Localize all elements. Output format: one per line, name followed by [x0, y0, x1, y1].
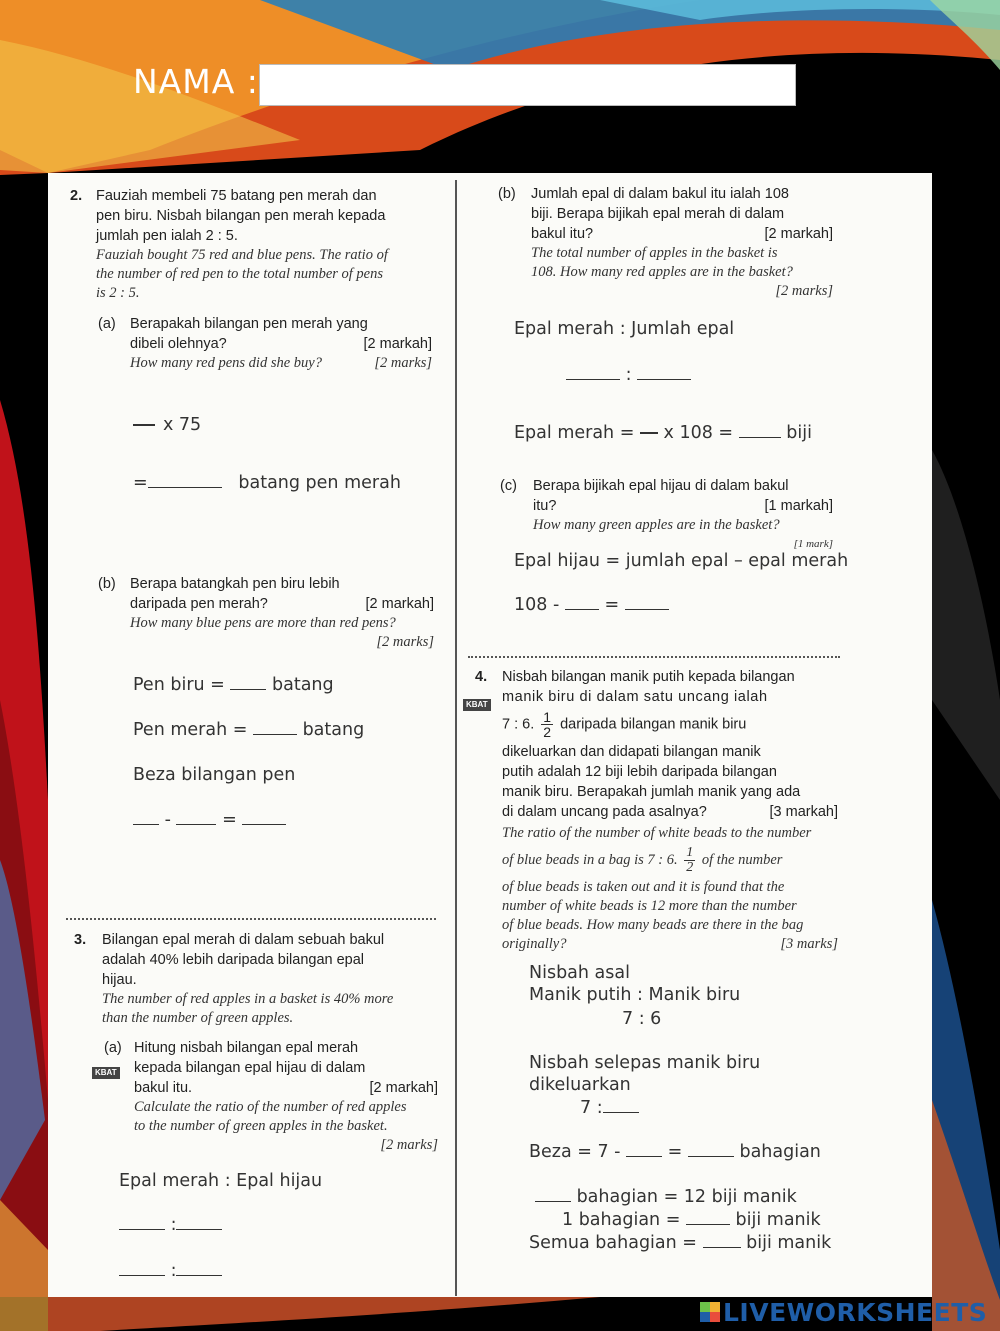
- q3a-marks-my: [2 markah]: [369, 1080, 438, 1096]
- q2-text-my-1: Fauziah membeli 75 batang pen merah dan: [96, 188, 377, 204]
- q3c-blank-2[interactable]: [625, 595, 669, 610]
- q3b-calc-mid: x 108 =: [663, 423, 734, 443]
- q4-beza-suffix: bahagian: [739, 1142, 821, 1162]
- q3a-kbat-wrap: [92, 1060, 120, 1079]
- q2a-text-en: How many red pens did she buy?: [130, 355, 322, 371]
- q4-one-bahagian-row: [562, 1209, 821, 1231]
- q3b-text-my-1: Jumlah epal di dalam bakul itu ialah 108: [531, 186, 789, 202]
- q3b-calc-prefix: Epal merah =: [514, 423, 635, 443]
- q2b-marks-my: [2 markah]: [365, 596, 434, 612]
- q2b-pen-biru: [133, 674, 334, 696]
- q3b-marks-my: [2 markah]: [764, 226, 833, 242]
- q2b-pen-merah: [133, 719, 364, 741]
- q2-q3-separator: [66, 918, 436, 920]
- liveworksheets-logo-icon: [700, 1302, 720, 1322]
- q4-ratio-part: 7 : 6.: [502, 716, 535, 733]
- q4-one-bahagian-prefix: 1 bahagian =: [562, 1210, 681, 1230]
- q2b-pen-biru-blank[interactable]: [230, 675, 266, 690]
- q4-text-my-1: Nisbah bilangan manik putih kepada bilangan: [502, 669, 795, 685]
- q3c-formula: Epal hijau = jumlah epal – epal merah: [514, 551, 849, 571]
- name-label: NAMA :: [133, 62, 259, 101]
- q4-marks-en: [3 marks]: [780, 936, 838, 952]
- q2-text-en-2: the number of red pen to the total number of pens: [96, 266, 384, 282]
- q4-marks-my: [3 markah]: [769, 804, 838, 820]
- q2a-marks-en: [2 marks]: [374, 355, 432, 371]
- q3a-text-my-2: kepada bilangan epal hijau di dalam: [134, 1060, 366, 1076]
- q2b-pen-biru-prefix: Pen biru =: [133, 675, 225, 695]
- q2a-text-my-2: dibeli olehnya?: [130, 336, 227, 352]
- q3b-blank-2[interactable]: [637, 365, 691, 380]
- q3a-colon-1: :: [170, 1215, 177, 1235]
- q4-text-my-4: putih adalah 12 biji lebih daripada bilangan: [502, 764, 777, 780]
- q2a-marks-my: [2 markah]: [363, 336, 432, 352]
- q4-text-en-1: The ratio of the number of white beads to the number: [502, 825, 812, 841]
- q4-bahagian-12-row: [535, 1186, 797, 1208]
- q3a-blank-4[interactable]: [176, 1261, 222, 1276]
- q4-one-bahagian-suffix: biji manik: [735, 1210, 821, 1230]
- q3c-label: (c): [500, 478, 517, 494]
- q3c-calc-prefix: 108 -: [514, 595, 560, 615]
- q4-beza-eq: =: [667, 1142, 683, 1162]
- q4-ratio-line: [502, 710, 838, 739]
- column-divider: [455, 180, 457, 1296]
- q3a-blank-1[interactable]: [119, 1215, 165, 1230]
- q3-text-en-1: The number of red apples in a basket is 40% more: [102, 991, 394, 1007]
- q4-beza-blank-1[interactable]: [626, 1142, 662, 1157]
- q4-seven-colon: 7 :: [580, 1098, 603, 1118]
- q2-text-my-3: jumlah pen ialah 2 : 5.: [96, 228, 238, 244]
- q4-text-en-last-row: [502, 935, 838, 954]
- q3c-text-my-2-row: [533, 496, 833, 516]
- q2-text: [96, 186, 432, 303]
- q2b-beza: Beza bilangan pen: [133, 765, 296, 785]
- q2a-text-my-1: Berapakah bilangan pen merah yang: [130, 316, 368, 332]
- q2b-minus: -: [164, 810, 171, 830]
- q2b-marks-en: [2 marks]: [376, 634, 434, 650]
- q2a-work-line1: [133, 414, 201, 436]
- q3b-text-en-1: The total number of apples in the basket is: [531, 245, 778, 261]
- q3b-ratio-label: Epal merah : Jumlah epal: [514, 319, 735, 339]
- q4-bahagian-blank[interactable]: [535, 1187, 571, 1202]
- q3-text: [102, 930, 438, 1028]
- q4-semua-suffix: biji manik: [746, 1233, 832, 1253]
- q4-frac-den: 2: [543, 724, 552, 740]
- q3-q4-separator: [468, 656, 840, 658]
- q3c-text-my-1: Berapa bijikah epal hijau di dalam bakul: [533, 478, 789, 494]
- liveworksheets-logo-text: LIVEWORKSHEETS: [723, 1297, 988, 1327]
- q4-text-my-6-row: [502, 802, 838, 822]
- q3a-colon-2: :: [170, 1261, 177, 1281]
- q3c-text-en: How many green apples are in the basket?: [533, 517, 780, 533]
- q3c-equals: =: [604, 595, 620, 615]
- q3b-text-en-2: 108. How many red apples are in the basket?: [531, 264, 793, 280]
- q4-nisbah-asal: Nisbah asal: [529, 963, 630, 983]
- q3c-marks-my: [1 markah]: [764, 498, 833, 514]
- q3b-blank-1[interactable]: [566, 365, 620, 380]
- q4-beza-prefix: Beza = 7 -: [529, 1142, 621, 1162]
- q4-kbat-badge: KBAT: [463, 699, 491, 711]
- q4-text-my-3: dikeluarkan dan didapati bilangan manik: [502, 744, 761, 760]
- q4-number: 4.: [475, 669, 488, 685]
- q2b-label: (b): [98, 576, 116, 592]
- q4-beza-blank-2[interactable]: [688, 1142, 734, 1157]
- q4-text-after-frac: daripada bilangan manik biru: [560, 716, 747, 733]
- q3c-blank-1[interactable]: [565, 595, 599, 610]
- q4-kbat-wrap: [463, 692, 491, 711]
- q2b-text-my-2-row: [130, 594, 434, 614]
- q3b-fraction-bar[interactable]: [640, 432, 658, 434]
- q3c-text-my-2: itu?: [533, 498, 557, 514]
- q2a-answer-blank[interactable]: [148, 473, 222, 488]
- q3c-text: [533, 476, 833, 543]
- q3b-answer-blank[interactable]: [739, 423, 781, 438]
- q3a-ratio-row-1: [119, 1214, 222, 1236]
- q4-ratio-7-6: 7 : 6: [622, 1009, 662, 1029]
- q4-manik-label: Manik putih : Manik biru: [529, 985, 741, 1005]
- q4-text-en-5: of blue beads. How many beads are there in the bag: [502, 917, 804, 933]
- q3-number: 3.: [74, 932, 87, 948]
- q3b-text-my-3: bakul itu?: [531, 226, 594, 242]
- q4-frac-en-num: 1: [686, 845, 694, 860]
- q4-selepas-2: dikeluarkan: [529, 1075, 631, 1095]
- q3b-text: [531, 184, 833, 301]
- q4-beza-row: [529, 1141, 821, 1163]
- q2b-equals: =: [222, 810, 237, 830]
- q2a-label: (a): [98, 316, 116, 332]
- q4-text-en-2-prefix: of blue beads in a bag is 7 : 6.: [502, 851, 678, 868]
- q3b-text-my-2: biji. Berapa bijikah epal merah di dalam: [531, 206, 785, 222]
- name-input[interactable]: [259, 64, 796, 106]
- q2b-pen-merah-prefix: Pen merah =: [133, 720, 248, 740]
- q3b-text-my-3-row: [531, 224, 833, 244]
- q3a-blank-3[interactable]: [119, 1261, 165, 1276]
- q4-seven-blank[interactable]: [603, 1098, 639, 1113]
- q2-number: 2.: [70, 188, 83, 204]
- q2a-suffix: batang pen merah: [238, 473, 401, 493]
- q2-text-en-1: Fauziah bought 75 red and blue pens. The ratio of: [96, 247, 388, 263]
- q2a-x75: x 75: [163, 415, 202, 435]
- q3a-ratio-row-2: [119, 1260, 222, 1282]
- q3b-calc-suffix: biji: [786, 423, 812, 443]
- q4-text-my-6: di dalam uncang pada asalnya?: [502, 804, 707, 820]
- q4-seven-row: [580, 1097, 639, 1119]
- q4-text-my-5: manik biru. Berapakah jumlah manik yang ada: [502, 784, 801, 800]
- q3a-text: [134, 1038, 438, 1155]
- q4-bahagian-12: bahagian = 12 biji manik: [576, 1187, 797, 1207]
- q3c-marks-en: [533, 535, 833, 543]
- q3a-text-en-2: to the number of green apples in the basket.: [134, 1118, 388, 1134]
- q3a-text-en-1: Calculate the ratio of the number of red apples: [134, 1099, 407, 1115]
- q3c-calc: [514, 594, 669, 616]
- q3a-blank-2[interactable]: [176, 1215, 222, 1230]
- q4-semua-blank[interactable]: [703, 1233, 741, 1248]
- q3b-ratio-row: [566, 364, 691, 386]
- q3a-text-my-3-row: [134, 1078, 438, 1098]
- q3a-ratio-label: Epal merah : Epal hijau: [119, 1171, 323, 1191]
- q2b-text: [130, 574, 434, 652]
- q4-fraction-en: [684, 846, 695, 875]
- q3-text-en-2: than the number of green apples.: [102, 1010, 294, 1026]
- q3a-kbat-badge: KBAT: [92, 1067, 120, 1079]
- q4-text-en-2-suffix: of the number: [701, 851, 783, 868]
- q3b-label: (b): [498, 186, 516, 202]
- q2a-equals: =: [133, 473, 148, 493]
- q2b-beza-blank-2[interactable]: [176, 810, 216, 825]
- q4-text-my-2: manik biru di dalam satu uncang ialah: [502, 689, 768, 705]
- q2a-text-my-2-row: [130, 334, 432, 354]
- q4-semua-prefix: Semua bahagian =: [529, 1233, 697, 1253]
- q3a-label: (a): [104, 1040, 122, 1056]
- q2b-text-my-2: daripada pen merah?: [130, 596, 268, 612]
- q3b-colon: :: [625, 365, 632, 385]
- q2b-pen-merah-suffix: batang: [302, 720, 365, 740]
- q4-fraction: [541, 710, 553, 739]
- q2a-text: [130, 314, 432, 373]
- q2b-beza-blank-3[interactable]: [242, 810, 286, 825]
- q4-text-en-3: of blue beads is taken out and it is found that the: [502, 879, 785, 895]
- q4-one-bahagian-blank[interactable]: [686, 1210, 730, 1225]
- q2a-fraction-bar[interactable]: [133, 424, 155, 426]
- q4-selepas-1: Nisbah selepas manik biru: [529, 1053, 761, 1073]
- q3-text-my-2: adalah 40% lebih daripada bilangan epal: [102, 952, 365, 968]
- q4-semua-row: [529, 1232, 831, 1254]
- q4-text-en-last: originally?: [502, 936, 567, 952]
- q2a-work-line2: [133, 472, 401, 494]
- q3b-marks-en: [2 marks]: [775, 283, 833, 299]
- q3a-text-my-3: bakul itu.: [134, 1080, 193, 1096]
- q3-text-my-3: hijau.: [102, 972, 137, 988]
- q2b-pen-merah-blank[interactable]: [253, 720, 297, 735]
- q2-text-my-2: pen biru. Nisbah bilangan pen merah kepada: [96, 208, 386, 224]
- q3-text-my-1: Bilangan epal merah di dalam sebuah bakul: [102, 932, 385, 948]
- q2-text-en-3: is 2 : 5.: [96, 285, 140, 301]
- q4-text-en-2-row: [502, 846, 838, 875]
- q3a-text-my-1: Hitung nisbah bilangan epal merah: [134, 1040, 359, 1056]
- q2b-pen-biru-suffix: batang: [272, 675, 334, 695]
- q4-text-en-4: number of white beads is 12 more than the number: [502, 898, 797, 914]
- q3a-marks-en: [2 marks]: [380, 1137, 438, 1153]
- q2b-beza-blank-1[interactable]: [133, 810, 159, 825]
- q4-frac-en-den: 2: [686, 860, 694, 875]
- q2b-beza-work: [133, 809, 286, 831]
- q3b-calc: [514, 422, 812, 444]
- q4-text: [502, 667, 838, 954]
- q2a-text-en-row: [130, 354, 432, 373]
- liveworksheets-logo[interactable]: [700, 1297, 987, 1327]
- q4-frac-num: 1: [543, 709, 552, 725]
- q2b-text-en: How many blue pens are more than red pens?: [130, 615, 396, 631]
- q2b-text-my-1: Berapa batangkah pen biru lebih: [130, 576, 340, 592]
